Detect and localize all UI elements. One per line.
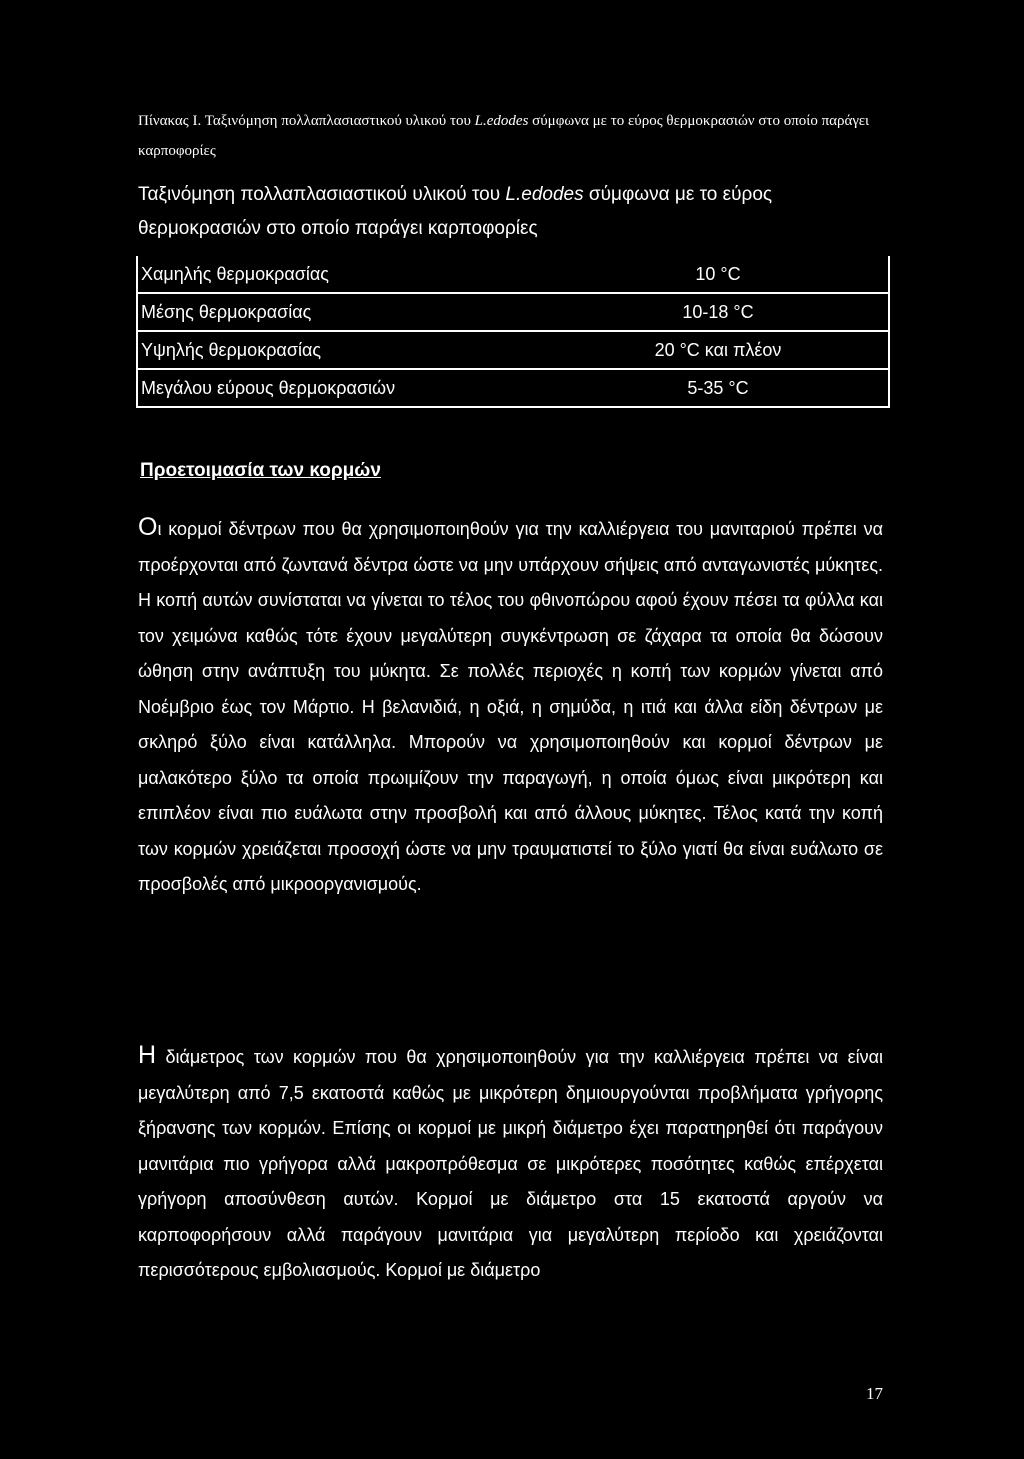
table-heading-text-before: Ταξινόμηση πολλαπλασιαστικού υλικού του xyxy=(138,184,506,205)
row-value: 20 °C και πλέον xyxy=(654,339,782,360)
paragraph-2 xyxy=(138,1038,883,1289)
table-row xyxy=(137,293,889,331)
row-value: 10 °C xyxy=(695,263,741,284)
row-value: 10-18 °C xyxy=(682,301,754,322)
row-value: 5-35 °C xyxy=(687,377,749,398)
caption-species: L.edodes xyxy=(474,113,529,129)
table-row xyxy=(137,331,889,369)
table-heading-species: L.edodes xyxy=(505,184,584,205)
table-row xyxy=(137,256,889,293)
table-heading-text-after: σύμφωνα με το εύρος θερμοκρασιών στο οποίο παράγει καρποφορίες xyxy=(138,184,773,239)
row-label: Μέσης θερμοκρασίας xyxy=(141,301,312,322)
caption-label: Πίνακας Ι. xyxy=(138,113,202,129)
row-label: Μεγάλου εύρους θερμοκρασιών xyxy=(141,377,396,398)
table-row xyxy=(137,369,889,407)
table-heading xyxy=(138,178,893,246)
section-title: Προετοιμασία των κορμών xyxy=(140,460,381,481)
row-label: Υψηλής θερμοκρασίας xyxy=(141,339,322,360)
paragraph-1-text: ι κορμοί δέντρων που θα χρησιμοποιηθούν για την καλλιέργεια του μανιταριού πρέπει να προέρχονται από ζωντανά δέντρα ώστε να μην υπάρχουν σήψεις από ανταγωνιστές μύκητες. Η κοπή αυτών συνίσταται να γίνεται το τέλος του φθινοπώρου αφού έχουν πέσει τα φύλλα και τον χειμώνα καθώς τότε έχουν μεγαλύτερη συγκέντρωση σε ζάχαρα τα οποία θα δώσουν ώθηση στην ανάπτυξη του μύκητα. Σε πολλές περιοχές η κοπή των κορμών γίνεται από Νοέμβριο έως τον Μάρτιο. Η βελανιδιά, η οξιά, η σημύδα, η ιτιά και άλλα είδη δέντρων με σκληρό ξύλο είναι κατάλληλα. Μπορούν να χρησιμοποιηθούν και κορμοί δέντρων με μαλακότερο ξύλο τα οποία πρωιμίζουν την παραγωγή, η οποία όμως είναι μικρότερη και επιπλέον είναι πιο ευάλωτα στην προσβολή και από άλλους μύκητες. Τέλος κατά την κοπή των κορμών χρειάζεται προσοχή ώστε να μην τραυματιστεί το ξύλο γιατί θα είναι ευάλωτο σε προσβολές από μικροοργανισμούς. xyxy=(138,519,883,894)
caption-text-before: Ταξινόμηση πολλαπλασιαστικού υλικού του xyxy=(201,113,475,129)
paragraph-1-initial: Ο xyxy=(138,513,158,541)
paragraph-1 xyxy=(138,510,883,903)
page-number: 17 xyxy=(866,1384,883,1403)
temperature-table xyxy=(136,256,890,408)
row-label: Χαμηλής θερμοκρασίας xyxy=(141,263,329,284)
paragraph-2-initial: Η xyxy=(138,1041,157,1069)
paragraph-2-text: διάμετρος των κορμών που θα χρησιμοποιηθούν για την καλλιέργεια πρέπει να είναι μεγαλύτερη από 7,5 εκατοστά καθώς με μικρότερη δημιουργούνται προβλήματα γρήγορης ξήρανσης των κορμών. Επίσης οι κορμοί με μικρή διάμετρο έχει παρατηρηθεί ότι παράγουν μανιτάρια πιο γρήγορα αλλά μακροπρόθεσμα σε μικρότερες ποσότητες καθώς επέρχεται γρήγορη αποσύνθεση αυτών. Κορμοί με διάμετρο στα 15 εκατοστά αργούν να καρποφορήσουν αλλά παράγουν μανιτάρια για μεγαλύτερη περίοδο και χρειάζονται περισσότερους εμβολιασμούς. Κορμοί με διάμετρο xyxy=(138,1047,883,1280)
caption-text-after: σύμφωνα με το εύρος θερμοκρασιών στο οποίο παράγει καρποφορίες xyxy=(138,113,870,159)
table-caption xyxy=(138,106,898,166)
